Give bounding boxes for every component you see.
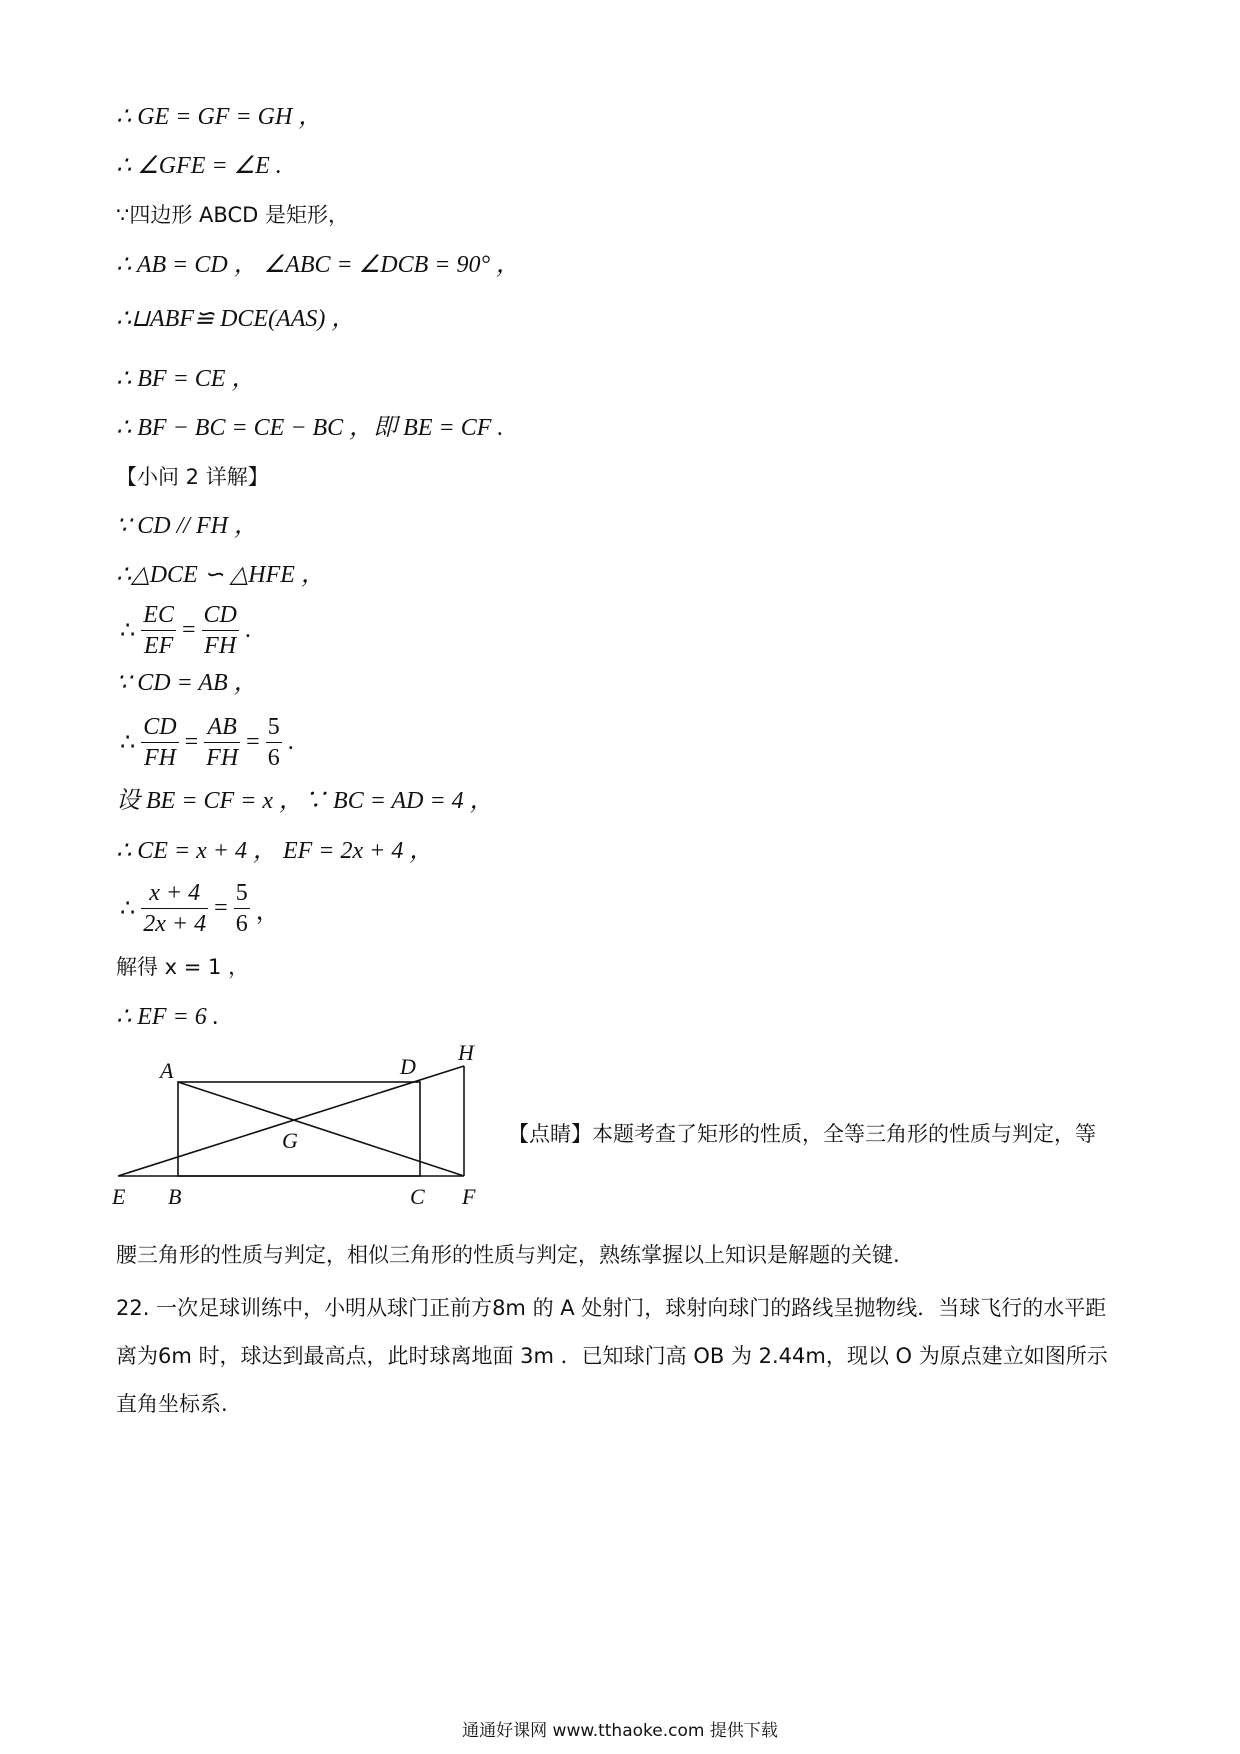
therefore-symbol: ∴: [120, 730, 136, 756]
label-e: E: [112, 1184, 126, 1209]
proof-line: ∵ CD = AB ，: [116, 670, 258, 696]
fraction-equation: ∴ $\frac{CD}{FH}$ = $\frac{AB}{FH}$ = $\frac{5}{6}$ .: [120, 714, 294, 771]
denominator: 2x + 4: [143, 911, 207, 937]
denominator: FH: [204, 633, 237, 659]
proof-line: ∴△DCE ∽ △HFE ，: [116, 562, 325, 588]
punctuation: .: [287, 729, 294, 755]
proof-line: ∴⊔ABF≌ DCE(AAS) ，: [116, 306, 356, 332]
proof-line: ∴ AB = CD ， ∠ABC = ∠DCB = 90° ，: [116, 252, 521, 278]
numerator: 5: [267, 714, 280, 740]
proof-line: ∴ EF = 6 .: [116, 1004, 219, 1030]
proof-line: ∴ ∠GFE = ∠E .: [116, 153, 282, 179]
question-22: 22. 一次足球训练中，小明从球门正前方8m 的 A 处射门，球射向球门的路线呈抛物线．当球飞行的水平距离为6m 时，球达到最高点，此时球离地面 3m ．已知球门高 OB 为 2.44m，现以 O 为原点建立如图所示直角坐标系.: [116, 1296, 1108, 1416]
rectangle-abcd: [178, 1082, 420, 1176]
label-f: F: [462, 1184, 476, 1209]
punctuation: .: [244, 617, 251, 643]
numerator: x + 4: [149, 880, 201, 906]
therefore-symbol: ∴: [120, 896, 136, 922]
denominator: 6: [235, 911, 248, 937]
label-b: B: [168, 1184, 182, 1209]
section-heading: 【小问 2 详解】: [116, 465, 269, 489]
numerator: AB: [207, 714, 237, 740]
label-d: D: [400, 1054, 416, 1079]
footer: 通通好课网 www.tthaoke.com 提供下载: [462, 1721, 778, 1741]
proof-line: ∵ CD // FH ，: [116, 513, 258, 539]
fraction-equation: ∴ $\frac{EC}{EF}$ = $\frac{CD}{FH}$ .: [120, 602, 251, 659]
proof-line: ∴ GE = GF = GH ，: [116, 104, 323, 130]
label-g: G: [282, 1128, 298, 1153]
fraction: [141, 600, 176, 661]
fraction: [204, 712, 240, 773]
fraction: [141, 712, 178, 773]
denominator: FH: [143, 745, 176, 771]
fraction: [266, 712, 282, 773]
denominator: FH: [206, 745, 239, 771]
proof-line: ∴ BF = CE ，: [116, 366, 256, 392]
fraction: [234, 878, 250, 939]
denominator: EF: [143, 633, 174, 659]
comment-second-line: 腰三角形的性质与判定，相似三角形的性质与判定，熟练掌握以上知识是解题的关键.: [116, 1243, 900, 1267]
label-c: C: [410, 1184, 425, 1209]
punctuation: ，: [255, 899, 280, 925]
label-a: A: [160, 1058, 174, 1083]
numerator: CD: [203, 602, 237, 628]
fraction-equation: ∴ $\frac{x + 4}{2x + 4}$ = $\frac{5}{6}$ ，: [120, 880, 280, 937]
numerator: 5: [235, 880, 248, 906]
proof-line: ∵四边形 ABCD 是矩形，: [116, 203, 349, 227]
proof-line: ∴ BF − BC = CE − BC ，即 BE = CF .: [116, 415, 504, 441]
therefore-symbol: ∴: [120, 618, 136, 644]
numerator: EC: [143, 602, 174, 628]
proof-line: 解得 x = 1 ，: [116, 955, 250, 979]
proof-line: 设 BE = CF = x ，∵ BC = AD = 4 ，: [116, 788, 494, 814]
numerator: CD: [143, 714, 177, 740]
fraction: [141, 878, 208, 939]
geometry-diagram: [112, 1040, 492, 1220]
line-af: [178, 1082, 464, 1176]
fraction: [202, 600, 239, 661]
proof-line: ∴ CE = x + 4 ， EF = 2x + 4 ，: [116, 838, 434, 864]
label-h: H: [458, 1040, 474, 1065]
comment-first-line: 【点睛】本题考查了矩形的性质，全等三角形的性质与判定，等: [508, 1122, 1096, 1146]
denominator: 6: [267, 745, 280, 771]
